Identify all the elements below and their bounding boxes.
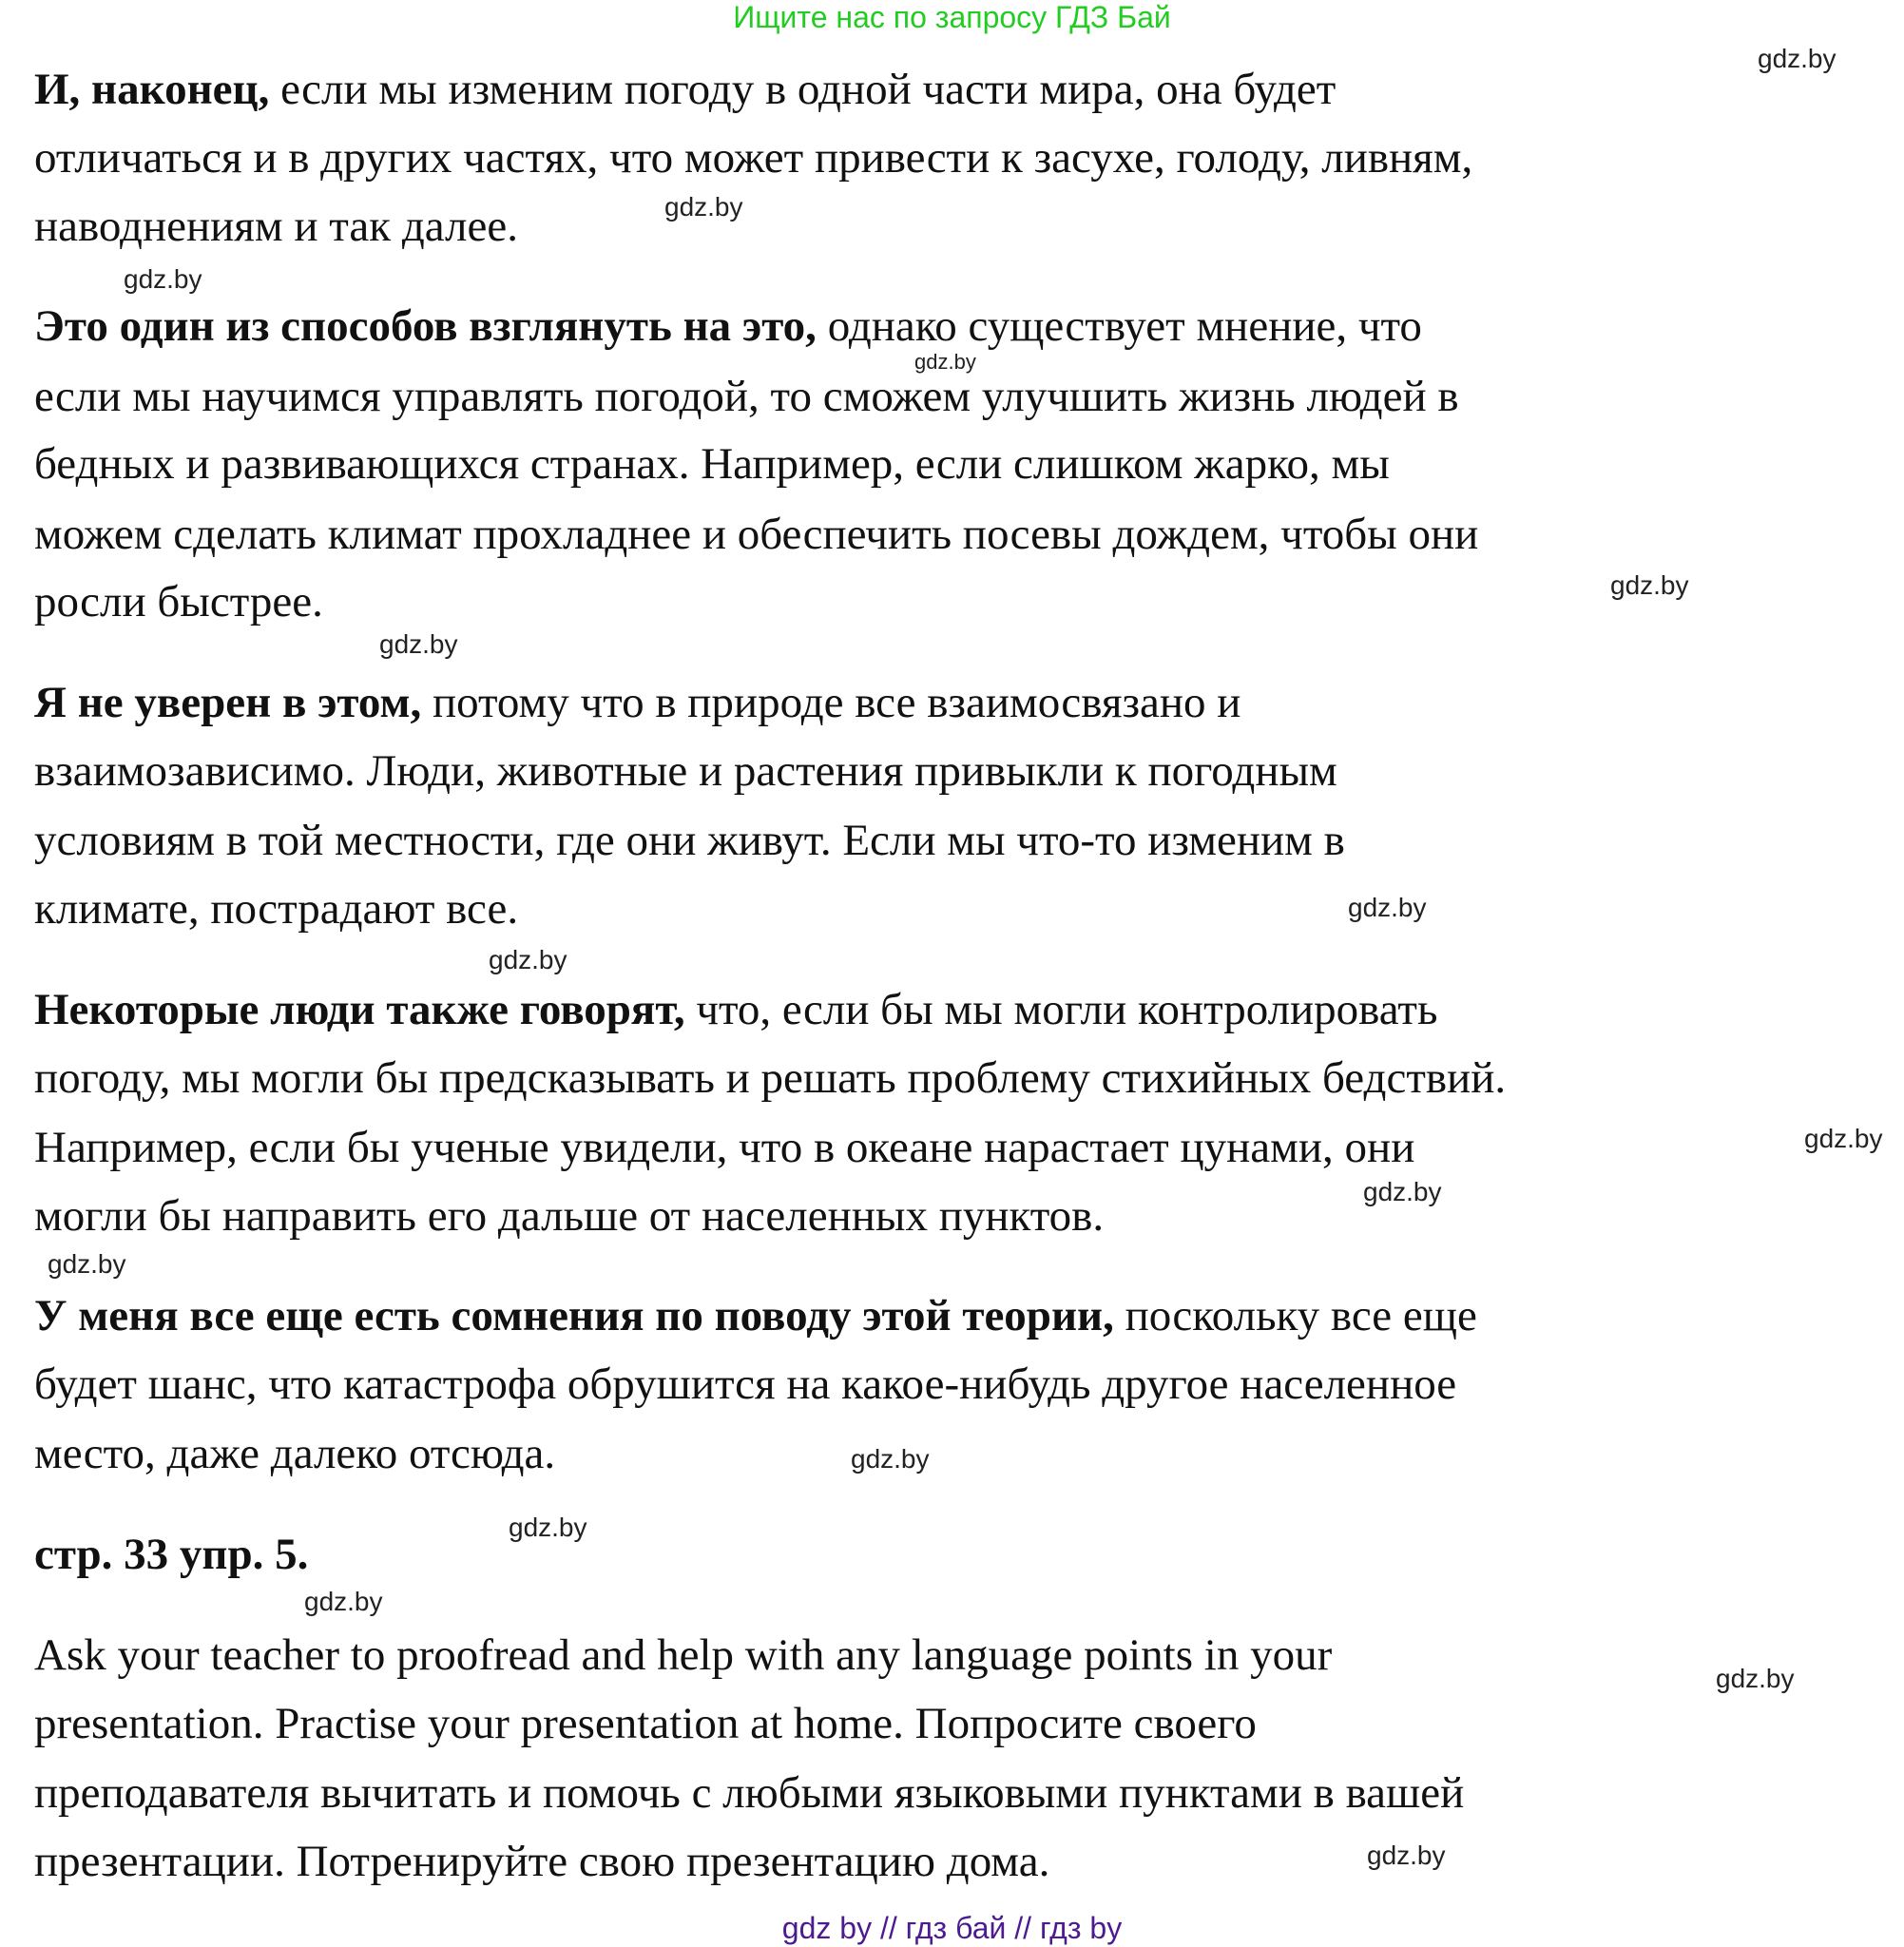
watermark: gdz.by <box>489 945 567 974</box>
watermark: gdz.by <box>1348 893 1427 922</box>
bold-lead: Некоторые люди также говорят, <box>34 985 685 1034</box>
line-text: могли бы направить его дальше от населенных пунктов. <box>34 1191 1105 1241</box>
text-line <box>34 1759 1464 1827</box>
line-text: место, даже далеко отсюда. <box>34 1429 556 1478</box>
text-line <box>34 737 1337 805</box>
bold-lead: Это один из способов взглянуть на это, <box>34 301 817 351</box>
line-text: однако существует мнение, что <box>816 301 1422 351</box>
watermark: gdz.by <box>1758 44 1837 73</box>
watermark: gdz.by <box>124 264 202 294</box>
line-text: поскольку все еще <box>1113 1291 1477 1340</box>
section-heading <box>34 1520 308 1589</box>
line-text: если мы изменим погоду в одной части мира, она будет <box>269 65 1337 114</box>
line-text: презентации. Потренируйте свою презентацию дома. <box>34 1837 1050 1886</box>
watermark: gdz.by <box>1610 570 1689 600</box>
line-text: если мы научимся управлять погодой, то сможем улучшить жизнь людей в <box>34 372 1459 421</box>
text-line <box>34 806 1345 875</box>
watermark: gdz.by <box>1363 1177 1442 1206</box>
text-line <box>34 1282 1477 1350</box>
text-line <box>34 875 518 943</box>
line-text: можем сделать климат прохладнее и обеспечить посевы дождем, чтобы они <box>34 510 1479 559</box>
line-text: условиям в той местности, где они живут. Если мы что-то изменим в <box>34 816 1345 865</box>
bold-lead: И, наконец, <box>34 65 270 114</box>
bold-lead: У меня все еще есть сомнения по поводу этой теории, <box>34 1291 1114 1340</box>
watermark: gdz.by <box>379 629 458 659</box>
watermark: gdz.by <box>851 1444 930 1474</box>
watermark: gdz.by <box>48 1249 126 1279</box>
text-line <box>34 1621 1332 1689</box>
watermark: gdz.by <box>304 1587 383 1616</box>
line-text: Например, если бы ученые увидели, что в океане нарастает цунами, они <box>34 1123 1415 1172</box>
text-line <box>34 568 323 636</box>
line-text: бедных и развивающихся странах. Например, если слишком жарко, мы <box>34 439 1390 489</box>
line-text: взаимозависимо. Люди, животные и растения привыкли к погодным <box>34 746 1337 796</box>
line-text: наводнениям и так далее. <box>34 202 518 251</box>
text-line <box>34 1419 555 1488</box>
watermark: gdz.by <box>914 350 976 374</box>
line-text: отличаться и в других частях, что может привести к засухе, голоду, ливням, <box>34 133 1473 183</box>
text-line <box>34 430 1390 498</box>
line-text: presentation. Practise your presentation at home. Попросите своего <box>34 1699 1257 1748</box>
text-line <box>34 500 1478 569</box>
text-line <box>34 55 1336 124</box>
line-text: погоду, мы могли бы предсказывать и решать проблему стихийных бедствий. <box>34 1053 1507 1103</box>
bold-lead: стр. 33 упр. 5. <box>34 1530 309 1579</box>
line-text: что, если бы мы могли контролировать <box>684 985 1438 1034</box>
watermark: gdz.by <box>509 1513 587 1542</box>
text-line <box>34 975 1437 1044</box>
line-text: потому что в природе все взаимосвязано и <box>421 678 1241 727</box>
text-line <box>34 124 1472 192</box>
line-text: будет шанс, что катастрофа обрушится на какое-нибудь другое населенное <box>34 1359 1457 1409</box>
line-text: преподавателя вычитать и помочь с любыми языковыми пунктами в вашей <box>34 1768 1465 1818</box>
text-line <box>34 1689 1257 1758</box>
text-line <box>34 1044 1506 1112</box>
line-text: росли быстрее. <box>34 577 323 627</box>
search-hint-banner[interactable]: Ищите нас по запросу ГДЗ Бай <box>733 0 1171 34</box>
text-line <box>34 192 518 260</box>
text-line <box>34 1827 1049 1896</box>
watermark: gdz.by <box>1367 1841 1446 1870</box>
line-text: Ask your teacher to proofread and help with any language points in your <box>34 1630 1333 1680</box>
text-line <box>34 1182 1104 1250</box>
line-text: климате, пострадают все. <box>34 884 519 934</box>
watermark: gdz.by <box>664 192 743 222</box>
text-line <box>34 292 1422 360</box>
text-line <box>34 362 1459 431</box>
watermark: gdz.by <box>1716 1664 1795 1693</box>
bold-lead: Я не уверен в этом, <box>34 678 422 727</box>
text-line <box>34 668 1240 737</box>
text-line <box>34 1350 1456 1418</box>
watermark: gdz.by <box>1804 1124 1883 1153</box>
footer-links[interactable]: gdz by // гдз бай // гдз by <box>781 1911 1123 1945</box>
text-line <box>34 1113 1414 1182</box>
